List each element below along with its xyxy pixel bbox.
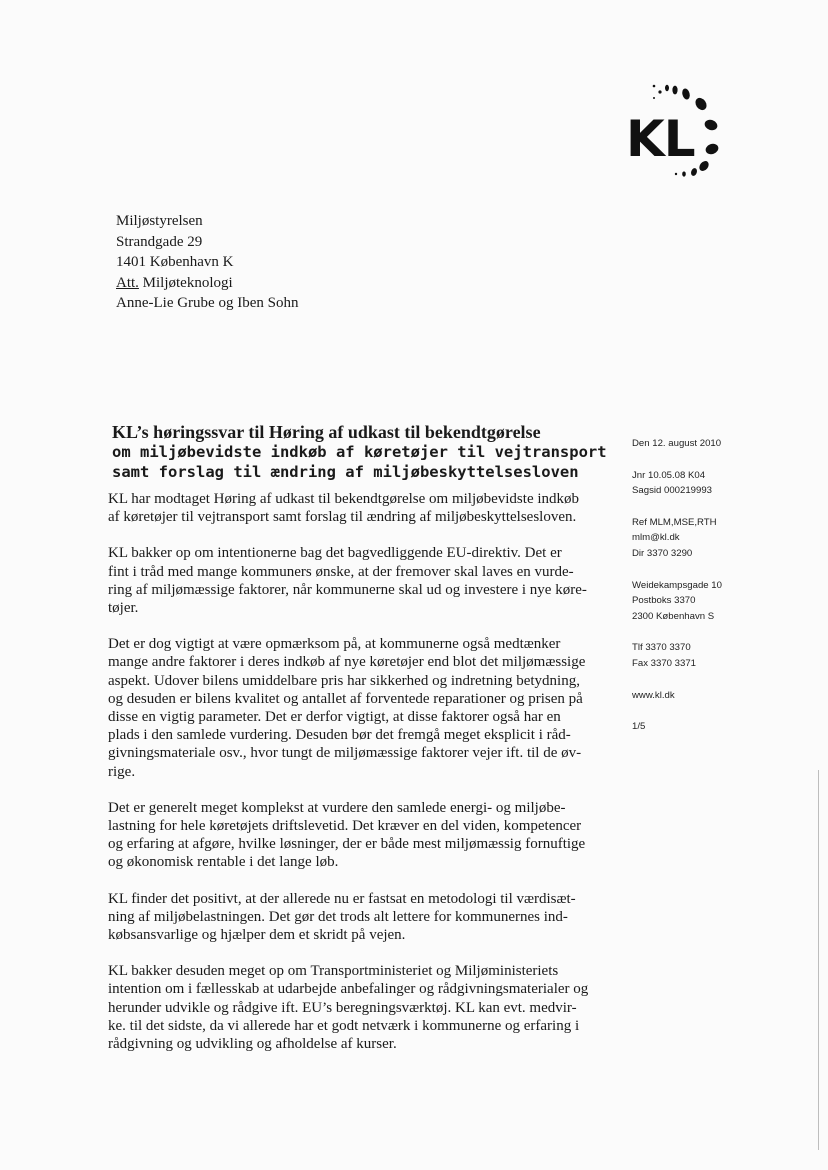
text-line: disse en vigtig parameter. Det er derfor vigtigt, at disse faktorer også har en (108, 709, 561, 726)
reference: Ref MLM,MSE,RTH (632, 516, 717, 528)
text-line: herunder udvikle og rådgive ift. EU’s beregningsværktøj. KL kan evt. medvir- (108, 999, 577, 1016)
text-line: købsansvarlige og hjælper dem et skridt på vejen. (108, 927, 406, 944)
page-number: 1/5 (632, 721, 646, 733)
paragraph-3 (108, 635, 596, 781)
text-line: og erfaring at afgøre, hvilke løsninger, der er både mest miljømæssig fornuftige (108, 836, 586, 853)
letter-date: Den 12. august 2010 (632, 438, 722, 449)
text-line: plads i den samlede vurdering. Desuden bør det fremgå meget eksplicit i råd- (108, 727, 571, 744)
recipient-name: Miljøstyrelsen (116, 213, 203, 229)
text-line: KL finder det positivt, at der allerede nu er fastsat en metodologi til værdisæt- (108, 890, 576, 907)
text-line: tøjer. (108, 600, 139, 617)
recipient-address (116, 211, 298, 314)
att-value: Miljøteknologi (142, 274, 233, 291)
sender-info-sidebar (632, 436, 782, 751)
scan-margin-line (818, 770, 819, 1150)
sender-email: mlm@kl.dk (632, 532, 680, 544)
title-line-3: samt forslag til ændring af miljøbeskyttelsesloven (112, 463, 579, 481)
text-line: lastning for hele køretøjets driftslevetid. Det kræver en del viden, kompetencer (108, 818, 582, 835)
sender-fax: Fax 3370 3371 (632, 657, 697, 669)
text-line: rige. (108, 763, 136, 780)
sender-postbox: Postboks 3370 (632, 595, 696, 607)
sender-phone: Tlf 3370 3370 (632, 642, 691, 654)
text-line: Det er generelt meget komplekst at vurdere den samlede energi- og miljøbe- (108, 799, 566, 816)
text-line: ke. til det sidste, da vi allerede har et godt netværk i kommunerne og erfaring i (108, 1017, 580, 1034)
paragraph-2 (108, 544, 596, 617)
paragraph-1 (108, 490, 596, 526)
kl-logo (618, 78, 730, 180)
text-line: af køretøjer til vejtransport samt forslag til ændring af miljøbeskyttelsesloven. (108, 509, 577, 526)
direct-phone: Dir 3370 3290 (632, 547, 693, 559)
recipient-contact: Anne-Lie Grube og Iben Sohn (116, 295, 299, 311)
letter-title (112, 422, 612, 482)
text-line: KL bakker op om intentionerne bag det bagvedliggende EU-direktiv. Det er (108, 545, 562, 562)
text-line: ning af miljøbelastningen. Det gør det trods alt lettere for kommunernes ind- (108, 908, 568, 925)
sender-city: 2300 København S (632, 610, 715, 622)
paragraph-5 (108, 890, 596, 945)
text-line: og økonomisk rentable i det lange løb. (108, 854, 339, 871)
paragraph-6 (108, 962, 596, 1053)
att-label: Att. (116, 274, 139, 291)
sender-street: Weidekampsgade 10 (632, 579, 722, 591)
text-line: intention om i fællesskab at udarbejde anbefalinger og rådgivningsmaterialer og (108, 981, 589, 998)
title-line-2: om miljøbevidste indkøb af køretøjer til vejtransport (112, 443, 607, 461)
recipient-street: Strandgade 29 (116, 233, 203, 250)
letter-body (108, 490, 596, 1071)
title-line-1: KL’s høringssvar til Høring af udkast til bekendtgørelse (112, 422, 541, 442)
text-line: givningsmateriale osv., hvor tungt de miljømæssige faktorer vejer ift. til de øv- (108, 745, 582, 762)
text-line: KL har modtaget Høring af udkast til bekendtgørelse om miljøbevidste indkøb (108, 491, 580, 507)
text-line: fint i tråd med mange kommuners ønske, at der fremover skal laves en vurde- (108, 563, 574, 580)
text-line: KL bakker desuden meget op om Transportministeriet og Miljøministeriets (108, 963, 559, 980)
recipient-att (116, 273, 298, 294)
text-line: ring af miljømæssige faktorer, når kommunerne skal ud og investere i nye køre- (108, 581, 587, 598)
journal-number: Jnr 10.05.08 K04 (632, 469, 706, 481)
text-line: rådgivning og udvikling og afholdelse af kurser. (108, 1036, 397, 1053)
text-line: Det er dog vigtigt at være opmærksom på, at kommunerne også medtænker (108, 636, 561, 653)
text-line: aspekt. Udover bilens umiddelbare pris har sikkerhed og indretning betydning, (108, 672, 580, 689)
text-line: og desuden er bilens kvalitet og antallet af forventede reparationer og prisen på (108, 690, 583, 707)
text-line: mange andre faktorer i deres indkøb af nye køretøjer end blot det miljømæssige (108, 654, 586, 671)
logo-text: KL (626, 110, 695, 168)
recipient-city: 1401 København K (116, 254, 234, 270)
sender-website: www.kl.dk (632, 689, 675, 701)
case-id: Sagsid 000219993 (632, 485, 713, 497)
paragraph-4 (108, 799, 596, 872)
